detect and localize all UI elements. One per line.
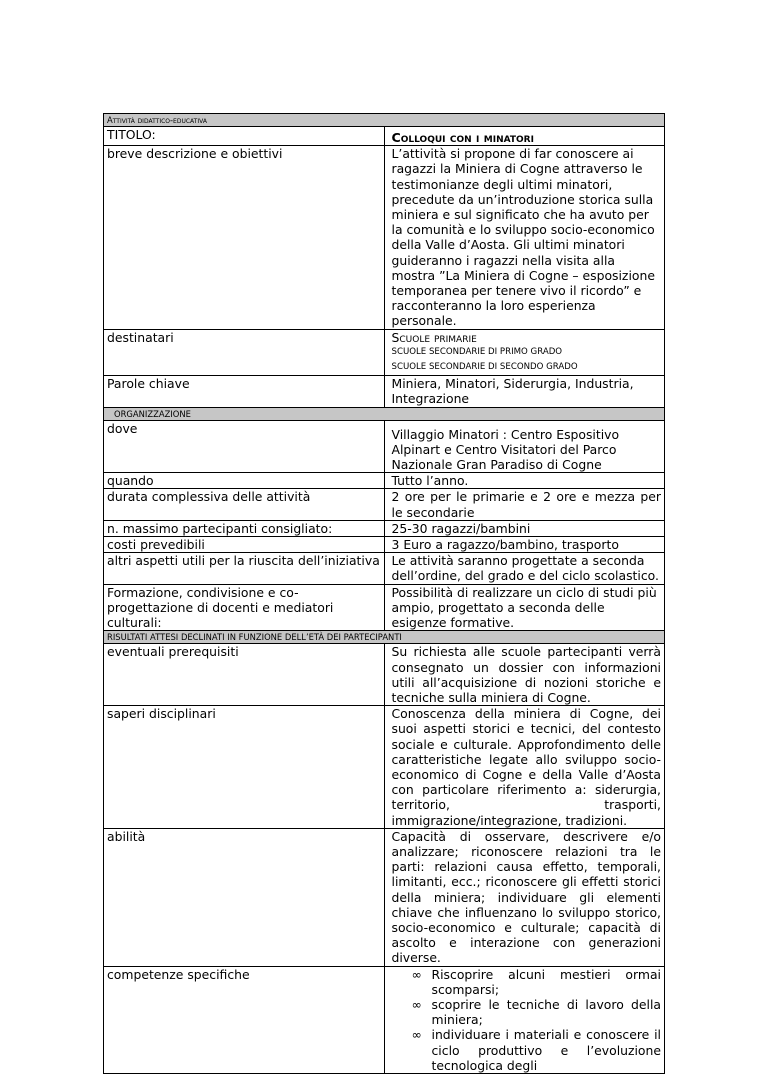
altri-text: Le attività saranno progettate a seconda dell’ordine, del grado e del ciclo scolastico. bbox=[384, 553, 665, 584]
competenze-label: competenze specifiche bbox=[104, 966, 385, 1073]
section-header-attivita bbox=[104, 114, 665, 127]
row-prerequisiti bbox=[104, 644, 665, 706]
destinatari-label: destinatari bbox=[104, 329, 385, 376]
destinatari-list bbox=[384, 329, 665, 376]
infinity-bullet-icon: ∞ bbox=[411, 996, 422, 1012]
saperi-text: Conoscenza della miniera di Cogne, dei suoi aspetti storici e tecnici, del contesto sociale e culturale. Approfondimento delle caratteristiche legate allo sviluppo socio-economico di Cogne e della Valle d’Aosta con particolare riferimento a: siderurgia, territorio, trasporti, immigrazione/integrazione, tradizioni. bbox=[384, 706, 665, 829]
destinatari-item: SCUOLE SECONDARIE DI SECONDO GRADO bbox=[391, 362, 578, 373]
descrizione-text: L’attività si propone di far conoscere ai ragazzi la Miniera di Cogne attraverso le testimonianze degli ultimi minatori, precedute da un’introduzione storica sulla miniera e sul significato che ha avuto per la comunità e lo sviluppo socio-economico della Valle d’Aosta. Gli ultimi minatori guideranno i ragazzi nella visita alla mostra ”La Miniera di Cogne – esposizione temporanea per tenere vivo il ricordo” e racconteranno la loro esperienza personale. bbox=[384, 146, 665, 329]
row-saperi bbox=[104, 706, 665, 829]
section-header-risultati bbox=[104, 631, 665, 644]
row-descrizione bbox=[104, 146, 665, 329]
titolo-label: TITOLO: bbox=[104, 127, 385, 146]
formazione-label: Formazione, condivisione e co-progettazione di docenti e mediatori culturali: bbox=[104, 584, 385, 631]
list-item bbox=[411, 966, 662, 997]
parole-label: Parole chiave bbox=[104, 376, 385, 407]
prerequisiti-text: Su richiesta alle scuole partecipanti verrà consegnato un dossier con informazioni utili all’acquisizione di nozioni storiche e tecniche sulla miniera di Cogne. bbox=[384, 644, 665, 706]
activity-table bbox=[103, 113, 665, 1074]
altri-label: altri aspetti utili per la riuscita dell’iniziativa bbox=[104, 553, 385, 584]
row-abilita bbox=[104, 828, 665, 966]
row-quando bbox=[104, 473, 665, 489]
parole-text: Miniera, Minatori, Siderurgia, Industria, Integrazione bbox=[384, 376, 665, 407]
descrizione-label: breve descrizione e obiettivi bbox=[104, 146, 385, 329]
prerequisiti-label: eventuali prerequisiti bbox=[104, 644, 385, 706]
infinity-bullet-icon: ∞ bbox=[411, 966, 422, 982]
saperi-label: saperi disciplinari bbox=[104, 706, 385, 829]
row-competenze bbox=[104, 966, 665, 1073]
durata-text: 2 ore per le primarie e 2 ore e mezza per le secondarie bbox=[384, 489, 665, 520]
row-dove bbox=[104, 420, 665, 473]
competenza-text: individuare i materiali e conoscere il ciclo produttivo e l’evoluzione tecnologica degli bbox=[431, 1027, 661, 1073]
quando-label: quando bbox=[104, 473, 385, 489]
list-item bbox=[411, 996, 662, 1028]
abilita-label: abilità bbox=[104, 828, 385, 966]
durata-label: durata complessiva delle attività bbox=[104, 489, 385, 520]
list-item bbox=[411, 1027, 662, 1073]
infinity-bullet-icon: ∞ bbox=[411, 1027, 422, 1043]
costi-label: costi prevedibili bbox=[104, 537, 385, 553]
row-durata bbox=[104, 489, 665, 520]
row-massimo bbox=[104, 520, 665, 536]
row-formazione bbox=[104, 584, 665, 631]
costi-text: 3 Euro a ragazzo/bambino, trasporto bbox=[384, 537, 665, 553]
row-parole-chiave bbox=[104, 376, 665, 407]
massimo-text: 25-30 ragazzi/bambini bbox=[384, 520, 665, 536]
competenza-text: Riscoprire alcuni mestieri ormai scomparsi; bbox=[431, 966, 661, 997]
section-title: Attività didattico-educativa bbox=[104, 114, 665, 127]
section-header-organizzazione bbox=[104, 407, 665, 420]
destinatari-item: Scuole primarie bbox=[391, 329, 477, 345]
row-titolo bbox=[104, 127, 665, 146]
titolo-value: Colloqui con i minatori bbox=[384, 127, 665, 146]
dove-label: dove bbox=[104, 420, 385, 473]
competenze-list bbox=[384, 966, 665, 1073]
competenza-text: scoprire le tecniche di lavoro della miniera; bbox=[431, 996, 661, 1028]
section-title: ORGANIZZAZIONE bbox=[104, 407, 665, 420]
activity-sheet bbox=[103, 113, 665, 1074]
row-costi bbox=[104, 537, 665, 553]
destinatari-item: SCUOLE SECONDARIE DI PRIMO GRADO bbox=[391, 346, 563, 357]
quando-text: Tutto l’anno. bbox=[384, 473, 665, 489]
row-destinatari bbox=[104, 329, 665, 376]
dove-text: Villaggio Minatori : Centro Espositivo Alpinart e Centro Visitatori del Parco Nazionale Gran Paradiso di Cogne bbox=[384, 420, 665, 473]
abilita-text: Capacità di osservare, descrivere e/o analizzare; riconoscere relazioni tra le parti: relazioni causa effetto, temporali, limitanti, ecc.; riconoscere gli effetti storici della miniera; individuare gli elementi chiave che influenzano lo sviluppo storico, socio-economico e culturale; capacità di ascolto e interazione con generazioni diverse. bbox=[384, 828, 665, 966]
massimo-label: n. massimo partecipanti consigliato: bbox=[104, 520, 385, 536]
formazione-text: Possibilità di realizzare un ciclo di studi più ampio, progettato a seconda delle esigenze formative. bbox=[384, 584, 665, 631]
section-title: RISULTATI ATTESI DECLINATI IN FUNZIONE DELL’ETÀ DEI PARTECIPANTI bbox=[104, 631, 665, 644]
row-altri-aspetti bbox=[104, 553, 665, 584]
